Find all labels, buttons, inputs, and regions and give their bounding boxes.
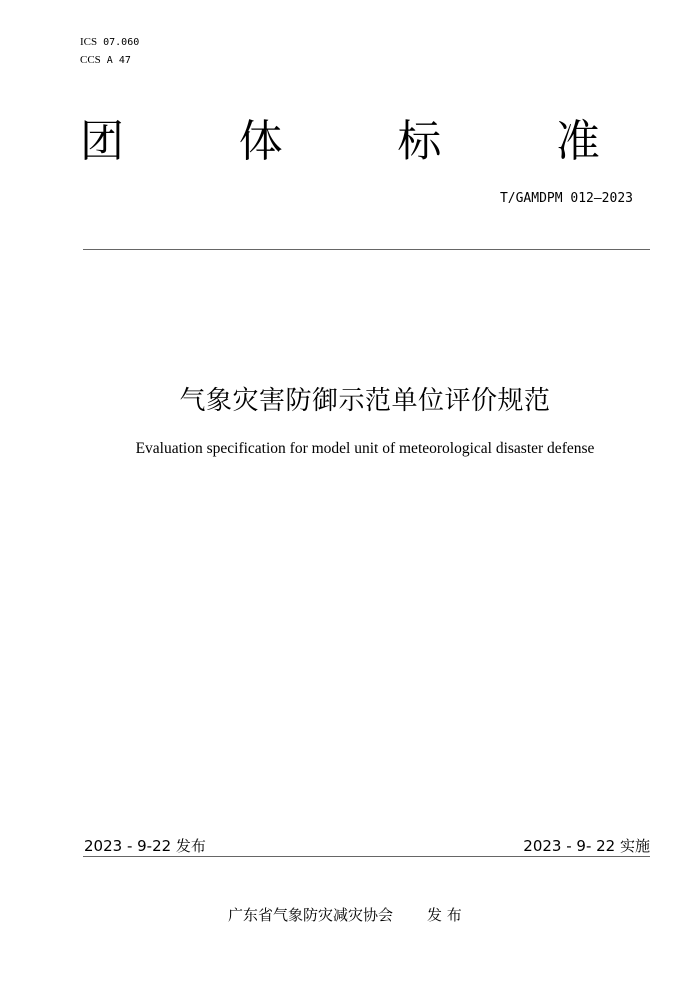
standard-number: T/GAMDPM 012—2023 bbox=[499, 191, 633, 206]
chinese-title: 气象灾害防御示范单位评价规范 bbox=[179, 386, 551, 416]
issue-date: 2023 - 9-22 发布 bbox=[84, 837, 206, 855]
publish-word: 发 布 bbox=[427, 906, 462, 924]
ics-line bbox=[80, 35, 139, 50]
document-type-title bbox=[80, 112, 600, 172]
top-divider bbox=[83, 249, 650, 250]
doc-type-char-3: 标 bbox=[397, 116, 442, 167]
publisher-name: 广东省气象防灾减灾协会 bbox=[228, 906, 394, 924]
ccs-line bbox=[80, 53, 131, 68]
english-title: Evaluation specification for model unit of meteorological disaster defense bbox=[135, 440, 595, 457]
doc-type-char-1: 团 bbox=[80, 116, 124, 167]
ccs-label: CCS bbox=[80, 54, 101, 66]
doc-type-char-2: 体 bbox=[238, 116, 283, 167]
implement-date: 2023 - 9- 22 实施 bbox=[523, 837, 650, 855]
bottom-divider bbox=[83, 856, 650, 857]
ics-label: ICS bbox=[80, 36, 98, 48]
ccs-code: A 47 bbox=[106, 55, 131, 66]
publisher-line bbox=[228, 904, 462, 925]
ics-code: 07.060 bbox=[103, 37, 140, 48]
doc-type-char-4: 准 bbox=[555, 116, 600, 167]
